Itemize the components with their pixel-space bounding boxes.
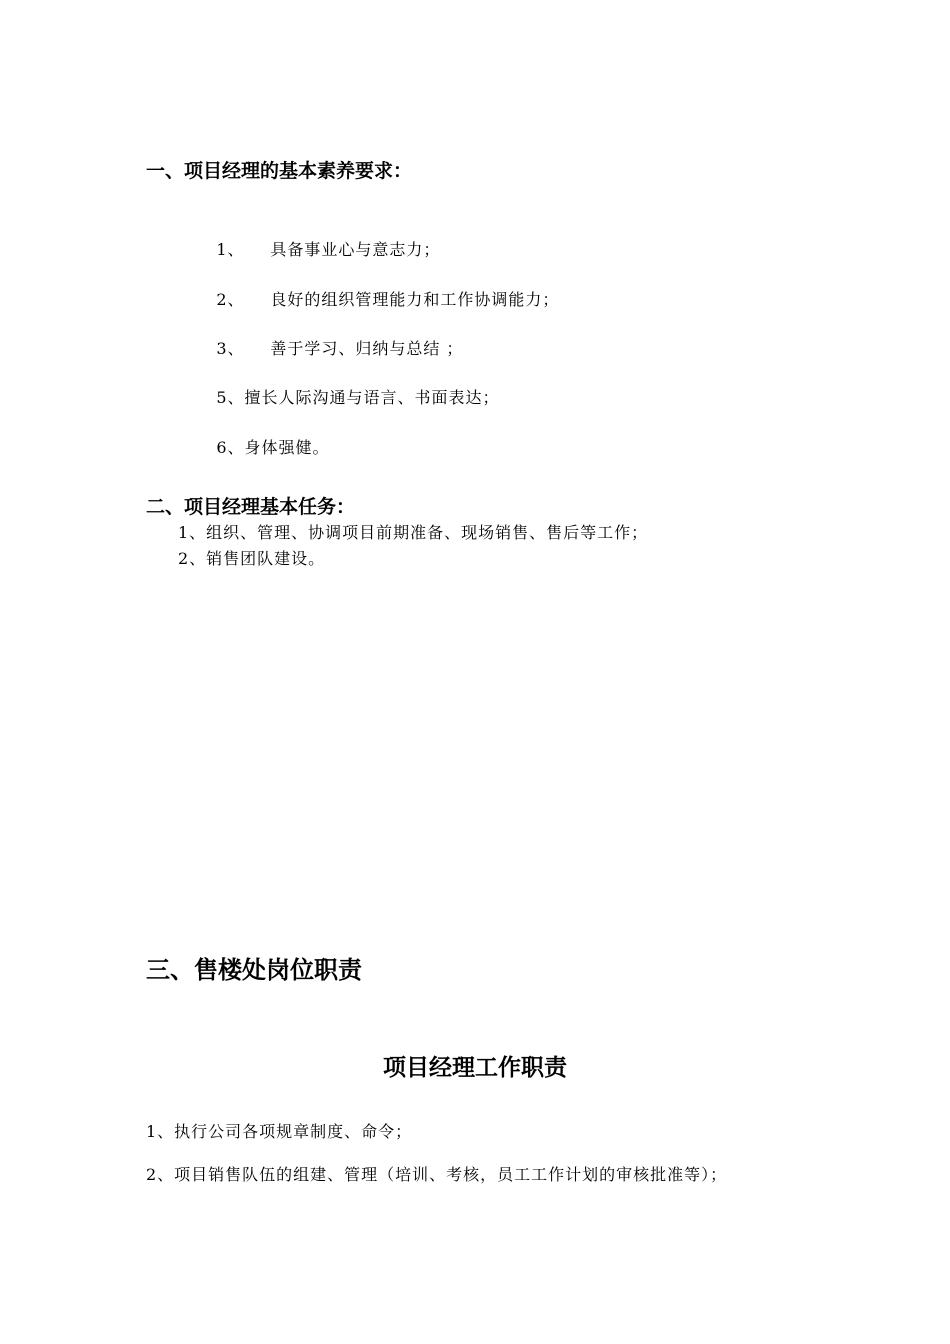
section-1-item-3 bbox=[192, 325, 463, 373]
item-number: 2、 bbox=[216, 290, 245, 309]
section-3-item-2: 2、项目销售队伍的组建、管理（培训、考核，员工工作计划的审核批准等）； bbox=[146, 1165, 728, 1184]
section-2-heading: 二、项目经理基本任务： bbox=[146, 496, 356, 518]
section-2-item-1: 1、组织、管理、协调项目前期准备、现场销售、售后等工作； bbox=[178, 523, 649, 542]
section-1-item-1 bbox=[192, 226, 440, 274]
section-2-item-2: 2、销售团队建设。 bbox=[178, 549, 326, 568]
item-text: 善于学习、归纳与总结 ； bbox=[270, 339, 464, 358]
item-text: 身体强健。 bbox=[244, 438, 330, 457]
section-1-item-2 bbox=[192, 276, 559, 324]
item-text: 良好的组织管理能力和工作协调能力； bbox=[270, 290, 560, 309]
section-1-heading: 一、项目经理的基本素养要求： bbox=[146, 160, 413, 182]
item-number: 1、 bbox=[216, 240, 245, 259]
item-number: 5、 bbox=[216, 388, 245, 407]
item-number: 3、 bbox=[216, 339, 245, 358]
item-text: 擅长人际沟通与语言、书面表达； bbox=[244, 388, 500, 407]
item-number: 6、 bbox=[216, 438, 245, 457]
section-1-item-6 bbox=[192, 424, 330, 472]
section-3-heading: 三、售楼处岗位职责 bbox=[146, 956, 362, 984]
section-3-item-1: 1、执行公司各项规章制度、命令； bbox=[146, 1122, 413, 1141]
section-1-item-5 bbox=[192, 374, 500, 422]
job-duty-title: 项目经理工作职责 bbox=[383, 1055, 567, 1081]
item-text: 具备事业心与意志力； bbox=[270, 240, 441, 259]
